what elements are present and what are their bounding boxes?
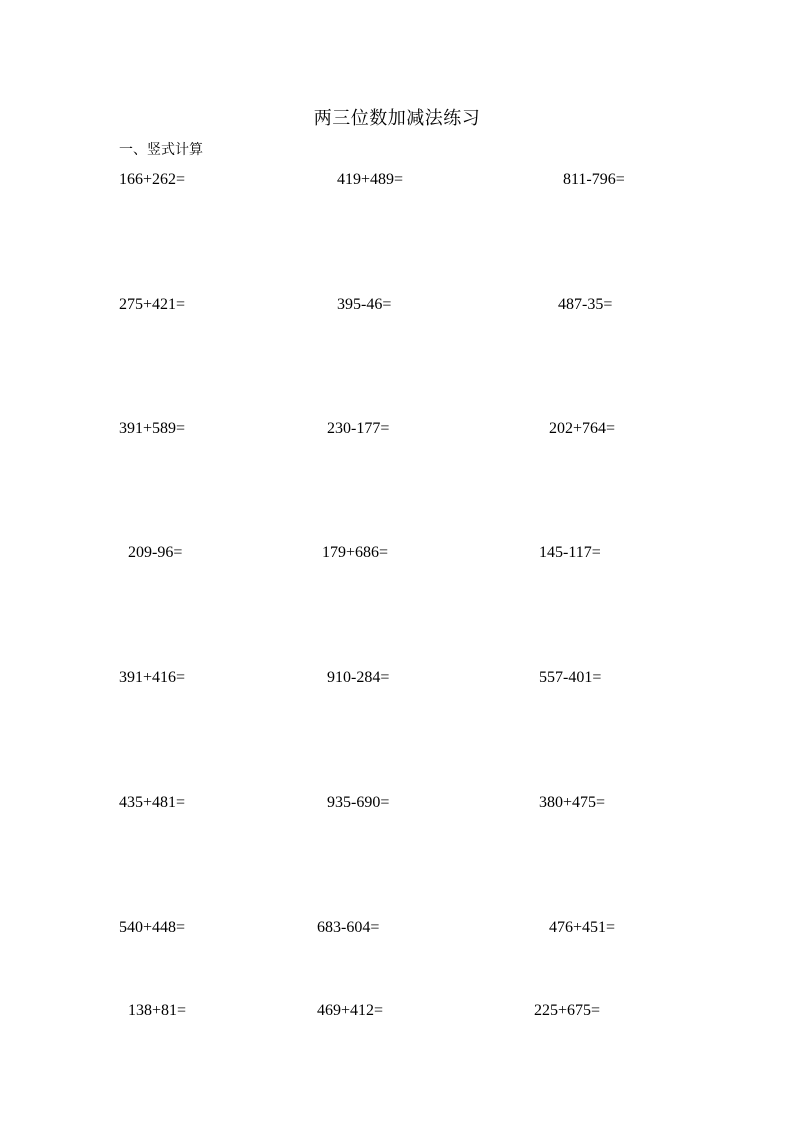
problem: 476+451= <box>549 919 616 936</box>
section-heading: 一、竖式计算 <box>119 142 203 158</box>
problem: 435+481= <box>119 794 186 811</box>
problem: 419+489= <box>337 171 404 188</box>
problem: 275+421= <box>119 296 186 313</box>
problem: 209-96= <box>128 544 183 561</box>
problem: 469+412= <box>317 1002 384 1019</box>
worksheet-title: 两三位数加减法练习 <box>313 108 481 128</box>
problem: 910-284= <box>327 669 390 686</box>
problem: 540+448= <box>119 919 186 936</box>
problem: 391+589= <box>119 420 186 437</box>
problem: 683-604= <box>317 919 380 936</box>
problem: 179+686= <box>322 544 389 561</box>
problem: 138+81= <box>128 1002 187 1019</box>
problem: 557-401= <box>539 669 602 686</box>
problem: 166+262= <box>119 171 186 188</box>
problem: 230-177= <box>327 420 390 437</box>
problem: 380+475= <box>539 794 606 811</box>
problem: 202+764= <box>549 420 616 437</box>
problem: 935-690= <box>327 794 390 811</box>
problem: 391+416= <box>119 669 186 686</box>
problem: 395-46= <box>337 296 392 313</box>
problem: 487-35= <box>558 296 613 313</box>
problem: 811-796= <box>563 171 625 188</box>
problem: 145-117= <box>539 544 601 561</box>
problem: 225+675= <box>534 1002 601 1019</box>
